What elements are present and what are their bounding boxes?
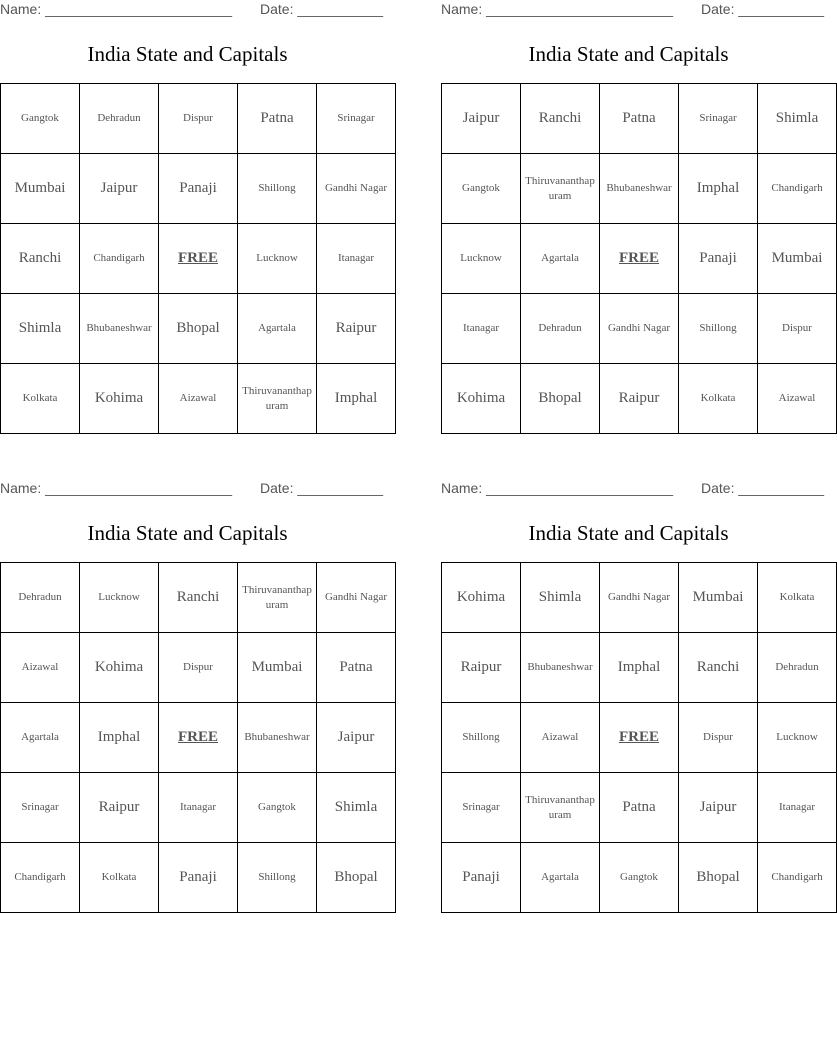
grid-row xyxy=(442,154,837,224)
bingo-cell: Agartala xyxy=(1,703,80,773)
bingo-cell: Agartala xyxy=(521,224,600,294)
bingo-cell: Bhubaneshwar xyxy=(238,703,317,773)
bingo-cell: Kohima xyxy=(80,633,159,703)
bingo-cell: Kolkata xyxy=(679,364,758,434)
bingo-cell: Jaipur xyxy=(679,773,758,843)
bingo-grid xyxy=(0,562,396,913)
grid-row xyxy=(1,773,396,843)
bingo-cell: Gandhi Nagar xyxy=(317,154,396,224)
bingo-cell: Mumbai xyxy=(758,224,837,294)
bingo-cell: Jaipur xyxy=(442,84,521,154)
bingo-cell: Gangtok xyxy=(1,84,80,154)
bingo-cell: Shillong xyxy=(238,154,317,224)
bingo-cell: Gandhi Nagar xyxy=(600,563,679,633)
card-header xyxy=(441,480,824,498)
bingo-cell: Srinagar xyxy=(1,773,80,843)
bingo-cell: Imphal xyxy=(679,154,758,224)
bingo-cell: Patna xyxy=(238,84,317,154)
bingo-cell: Patna xyxy=(600,773,679,843)
bingo-cell: Thiruvananthapuram xyxy=(521,154,600,224)
bingo-cell: Kolkata xyxy=(1,364,80,434)
bingo-cell: Jaipur xyxy=(317,703,396,773)
bingo-cell: Ranchi xyxy=(1,224,80,294)
grid-row xyxy=(442,773,837,843)
bingo-cell: Imphal xyxy=(600,633,679,703)
bingo-cell: Gangtok xyxy=(442,154,521,224)
bingo-cell: Mumbai xyxy=(1,154,80,224)
card-title: India State and Capitals xyxy=(87,42,288,66)
bingo-cell: Chandigarh xyxy=(1,843,80,913)
name-field-label: Name: ________________________ xyxy=(0,1,232,17)
card-title: India State and Capitals xyxy=(528,521,729,545)
bingo-cell: Panaji xyxy=(442,843,521,913)
bingo-cell: Dispur xyxy=(159,633,238,703)
bingo-cell: Bhopal xyxy=(679,843,758,913)
bingo-card-1 xyxy=(0,0,387,440)
free-space-cell: FREE xyxy=(600,224,679,294)
bingo-cell: Srinagar xyxy=(317,84,396,154)
bingo-cell: Raipur xyxy=(80,773,159,843)
bingo-cell: Shimla xyxy=(317,773,396,843)
bingo-cell: Shillong xyxy=(679,294,758,364)
bingo-cell: Bhubaneshwar xyxy=(80,294,159,364)
bingo-cell: Itanagar xyxy=(317,224,396,294)
name-field-label: Name: ________________________ xyxy=(441,480,673,496)
bingo-cell: Shimla xyxy=(1,294,80,364)
bingo-cell: Raipur xyxy=(442,633,521,703)
bingo-cell: Lucknow xyxy=(442,224,521,294)
name-field-label: Name: ________________________ xyxy=(0,480,232,496)
bingo-cell: Chandigarh xyxy=(758,843,837,913)
bingo-cell: Aizawal xyxy=(758,364,837,434)
bingo-cell: Kohima xyxy=(442,364,521,434)
bingo-grid xyxy=(441,83,837,434)
bingo-cell: Thiruvananthapuram xyxy=(238,364,317,434)
bingo-cell: Chandigarh xyxy=(80,224,159,294)
grid-row xyxy=(442,224,837,294)
grid-row xyxy=(442,84,837,154)
bingo-cell: Aizawal xyxy=(521,703,600,773)
free-space-cell: FREE xyxy=(600,703,679,773)
bingo-cell: Kolkata xyxy=(758,563,837,633)
bingo-cell: Kolkata xyxy=(80,843,159,913)
grid-row xyxy=(1,84,396,154)
bingo-grid xyxy=(441,562,837,913)
grid-row xyxy=(1,633,396,703)
bingo-cell: Dispur xyxy=(758,294,837,364)
bingo-cell: Bhopal xyxy=(159,294,238,364)
grid-row xyxy=(1,703,396,773)
bingo-card-3 xyxy=(0,479,387,919)
bingo-cell: Ranchi xyxy=(159,563,238,633)
bingo-cell: Mumbai xyxy=(238,633,317,703)
bingo-cell: Shimla xyxy=(758,84,837,154)
card-header xyxy=(441,1,824,19)
bingo-card-4 xyxy=(441,479,824,919)
bingo-cell: Lucknow xyxy=(758,703,837,773)
bingo-cell: Shillong xyxy=(238,843,317,913)
bingo-cell: Aizawal xyxy=(159,364,238,434)
bingo-cell: Bhubaneshwar xyxy=(600,154,679,224)
bingo-cell: Chandigarh xyxy=(758,154,837,224)
bingo-cell: Raipur xyxy=(317,294,396,364)
date-field-label: Date: ___________ xyxy=(260,1,383,17)
bingo-cell: Dispur xyxy=(159,84,238,154)
bingo-cell: Gandhi Nagar xyxy=(317,563,396,633)
bingo-cell: Agartala xyxy=(238,294,317,364)
bingo-cell: Itanagar xyxy=(442,294,521,364)
bingo-card-2 xyxy=(441,0,824,440)
bingo-cell: Srinagar xyxy=(679,84,758,154)
bingo-cell: Patna xyxy=(600,84,679,154)
bingo-cell: Itanagar xyxy=(758,773,837,843)
free-space-cell: FREE xyxy=(159,224,238,294)
card-header xyxy=(0,1,383,19)
date-field-label: Date: ___________ xyxy=(701,1,824,17)
grid-row xyxy=(442,364,837,434)
bingo-cell: Thiruvananthapuram xyxy=(521,773,600,843)
bingo-cell: Dehradun xyxy=(521,294,600,364)
bingo-cell: Gangtok xyxy=(600,843,679,913)
free-space-cell: FREE xyxy=(159,703,238,773)
grid-row xyxy=(1,563,396,633)
bingo-cell: Gangtok xyxy=(238,773,317,843)
bingo-cell: Kohima xyxy=(442,563,521,633)
card-header xyxy=(0,480,383,498)
grid-row xyxy=(1,843,396,913)
bingo-cell: Aizawal xyxy=(1,633,80,703)
bingo-cell: Ranchi xyxy=(679,633,758,703)
bingo-cell: Dehradun xyxy=(758,633,837,703)
date-field-label: Date: ___________ xyxy=(701,480,824,496)
grid-row xyxy=(442,703,837,773)
bingo-cell: Shimla xyxy=(521,563,600,633)
bingo-cell: Shillong xyxy=(442,703,521,773)
bingo-cell: Bhubaneshwar xyxy=(521,633,600,703)
bingo-cell: Dehradun xyxy=(1,563,80,633)
bingo-cell: Ranchi xyxy=(521,84,600,154)
bingo-cell: Bhopal xyxy=(521,364,600,434)
bingo-cell: Lucknow xyxy=(80,563,159,633)
bingo-cell: Srinagar xyxy=(442,773,521,843)
bingo-cell: Agartala xyxy=(521,843,600,913)
bingo-cell: Imphal xyxy=(80,703,159,773)
bingo-grid xyxy=(0,83,396,434)
grid-row xyxy=(1,364,396,434)
bingo-cell: Mumbai xyxy=(679,563,758,633)
bingo-cell: Dispur xyxy=(679,703,758,773)
grid-row xyxy=(442,294,837,364)
bingo-cell: Bhopal xyxy=(317,843,396,913)
card-title: India State and Capitals xyxy=(87,521,288,545)
bingo-cell: Lucknow xyxy=(238,224,317,294)
grid-row xyxy=(1,224,396,294)
grid-row xyxy=(442,563,837,633)
name-field-label: Name: ________________________ xyxy=(441,1,673,17)
grid-row xyxy=(1,294,396,364)
date-field-label: Date: ___________ xyxy=(260,480,383,496)
grid-row xyxy=(1,154,396,224)
bingo-cell: Jaipur xyxy=(80,154,159,224)
bingo-cell: Gandhi Nagar xyxy=(600,294,679,364)
card-title: India State and Capitals xyxy=(528,42,729,66)
bingo-cell: Itanagar xyxy=(159,773,238,843)
bingo-cell: Patna xyxy=(317,633,396,703)
bingo-cell: Kohima xyxy=(80,364,159,434)
bingo-cell: Dehradun xyxy=(80,84,159,154)
grid-row xyxy=(442,843,837,913)
grid-row xyxy=(442,633,837,703)
bingo-cell: Raipur xyxy=(600,364,679,434)
bingo-cell: Panaji xyxy=(159,154,238,224)
bingo-cell: Thiruvananthapuram xyxy=(238,563,317,633)
bingo-cell: Imphal xyxy=(317,364,396,434)
bingo-cell: Panaji xyxy=(159,843,238,913)
bingo-cell: Panaji xyxy=(679,224,758,294)
